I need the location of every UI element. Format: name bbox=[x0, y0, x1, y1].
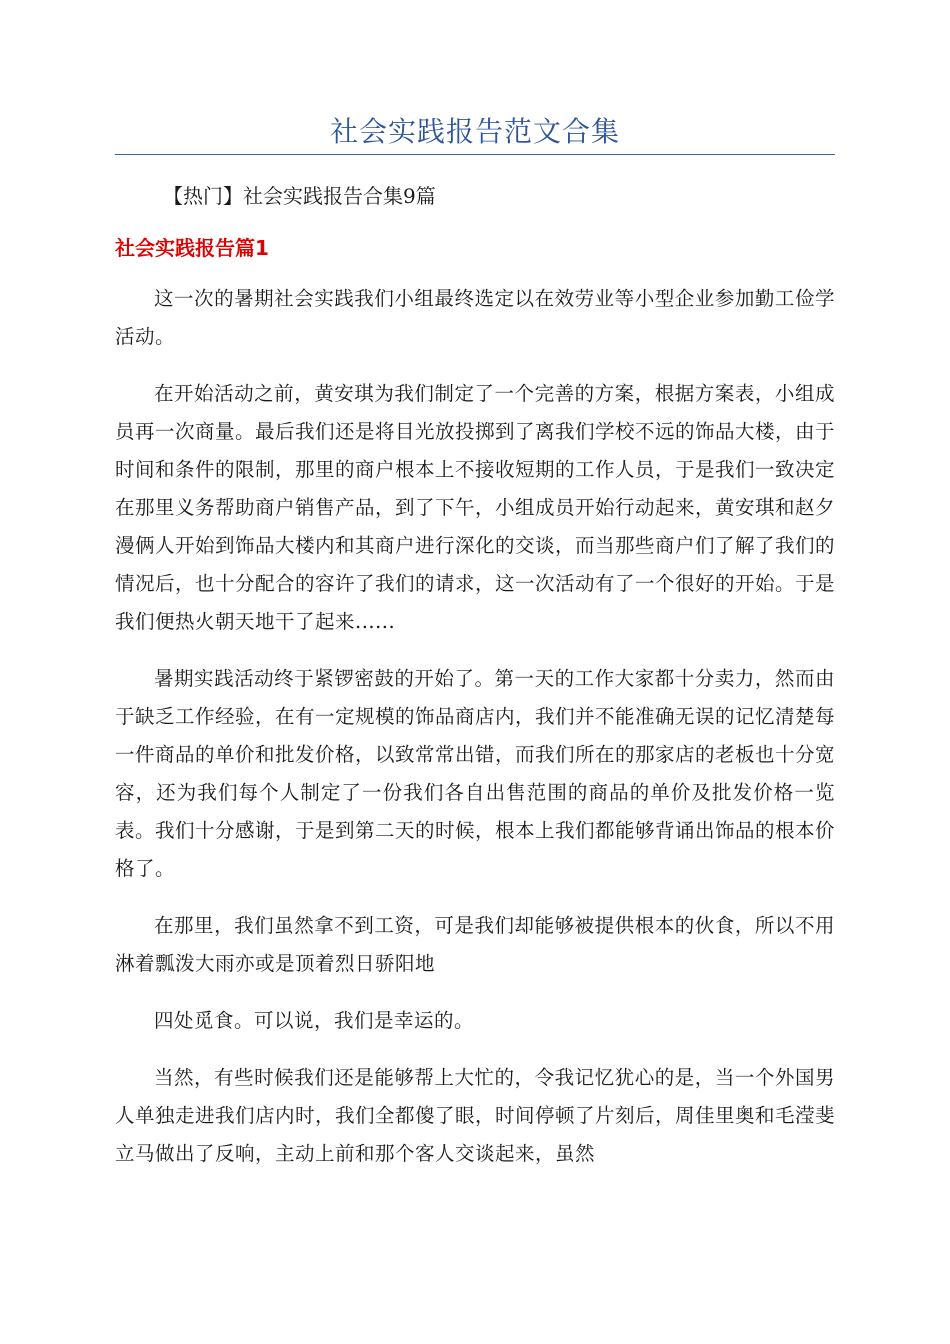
body-text bbox=[115, 280, 835, 1192]
paragraph: 暑期实践活动终于紧锣密鼓的开始了。第一天的工作大家都十分卖力，然而由于缺乏工作经验，在有一定规模的饰品商店内，我们并不能准确无误的记忆清楚每一件商品的单价和批发价格，以致常常出错，而我们所在的那家店的老板也十分宽容，还为我们每个人制定了一份我们各自出售范围的商品的单价及批发价格一览表。我们十分感谢，于是到第二天的时候，根本上我们都能够背诵出饰品的根本价格了。 bbox=[115, 667, 836, 880]
document-title: 社会实践报告范文合集 bbox=[329, 115, 620, 148]
paragraph: 当然，有些时候我们还是能够帮上大忙的，令我记忆犹心的是，当一个外国男人单独走进我们店内时，我们全都傻了眼，时间停顿了片刻后，周佳里奥和毛滢斐立马做出了反响，主动上前和那个客人交谈起来，虽然 bbox=[115, 1066, 836, 1165]
title-underline bbox=[115, 154, 835, 155]
document-subtitle: 【热门】社会实践报告合集9篇 bbox=[163, 184, 436, 208]
paragraph: 四处觅食。可以说，我们是幸运的。 bbox=[154, 1009, 475, 1032]
paragraph: 在那里，我们虽然拿不到工资，可是我们却能够被提供根本的伙食，所以不用淋着瓢泼大雨亦或是顶着烈日骄阳地 bbox=[115, 914, 835, 975]
paragraph: 在开始活动之前，黄安琪为我们制定了一个完善的方案，根据方案表，小组成员再一次商量。最后我们还是将目光放投掷到了离我们学校不远的饰品大楼，由于时间和条件的限制，那里的商户根本上不接收短期的工作人员，于是我们一致决定在那里义务帮助商户销售产品，到了下午，小组成员开始行动起来，黄安琪和赵夕漫俩人开始到饰品大楼内和其商户进行深化的交谈，而当那些商户们了解了我们的情况后，也十分配合的容许了我们的请求，这一次活动有了一个很好的开始。于是我们便热火朝天地干了起来...... bbox=[115, 382, 836, 633]
paragraph: 这一次的暑期社会实践我们小组最终选定以在效劳业等小型企业参加勤工俭学活动。 bbox=[115, 287, 835, 348]
section-heading: 社会实践报告篇1 bbox=[115, 236, 269, 260]
